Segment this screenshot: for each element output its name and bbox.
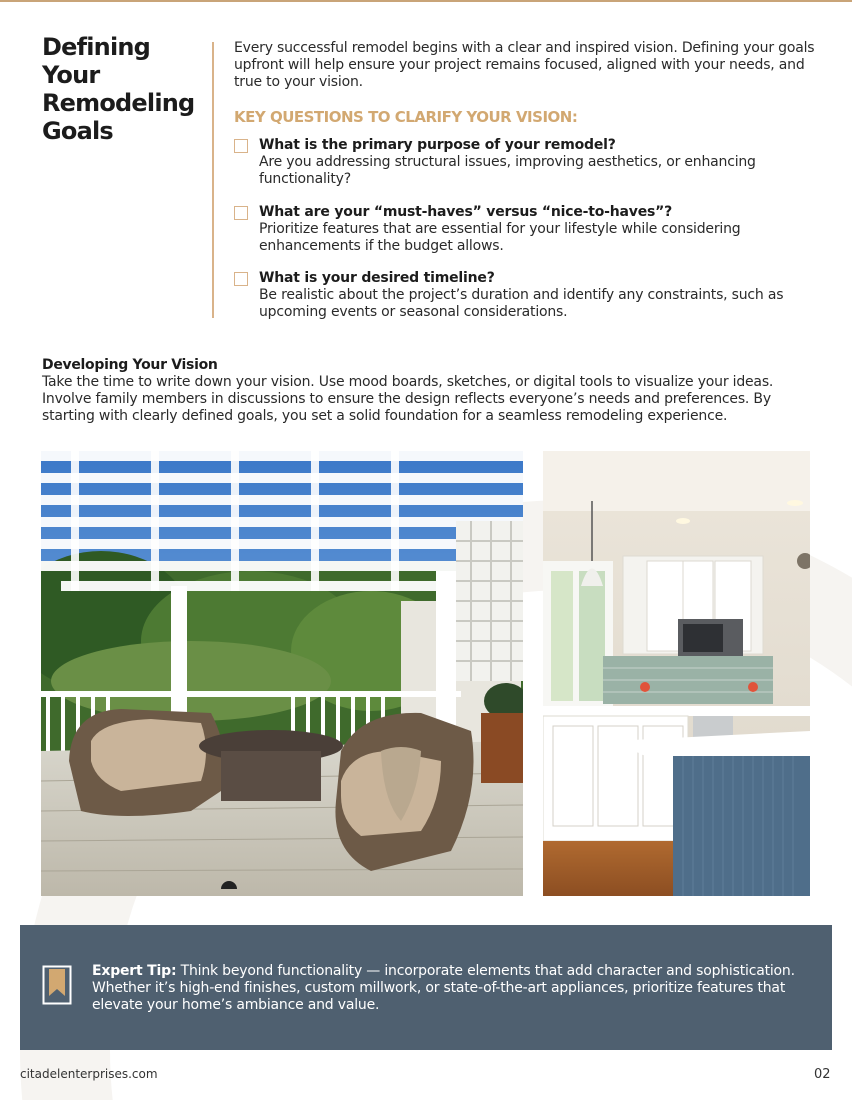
footer-url[interactable]: citadelenterprises.com <box>20 1067 158 1081</box>
page-number: 02 <box>814 1067 831 1082</box>
question-body: Prioritize features that are essential for your lifestyle while considering enhancements if the budget allows. <box>259 221 741 254</box>
expert-tip-body: Think beyond functionality — incorporate elements that add character and sophistication. Whether it’s high-end finishes, custom millwork, or state-of-the-art appliances, prioritize features that elevate your home’s ambiance and value. <box>92 963 795 1013</box>
question-title: What is your desired timeline? <box>259 270 495 286</box>
checkbox-icon[interactable] <box>234 139 248 153</box>
bookmark-icon <box>42 965 72 1005</box>
kitchen-photo <box>543 451 810 896</box>
question-body: Are you addressing structural issues, improving aesthetics, or enhancing functionality? <box>259 154 756 187</box>
page-title: Defining Your Remodeling Goals <box>42 33 195 145</box>
vision-paragraph: Take the time to write down your vision. Use mood boards, sketches, or digital tools to visualize your ideas. Involve family members in discussions to ensure the design reflects everyone’s needs and preferences. By starting with clearly defined goals, you set a solid foundation for a seamless remodeling experience. <box>42 374 774 424</box>
questions-heading: KEY QUESTIONS TO CLARIFY YOUR VISION: <box>234 108 578 126</box>
vision-heading: Developing Your Vision <box>42 357 218 373</box>
patio-photo <box>41 451 523 896</box>
top-accent-rule <box>0 0 852 2</box>
expert-tip-text <box>92 963 802 1014</box>
title-divider <box>212 42 214 318</box>
expert-tip-box <box>20 925 832 1050</box>
question-body: Be realistic about the project’s duration and identify any constraints, such as upcoming events or seasonal considerations. <box>259 287 784 320</box>
checkbox-icon[interactable] <box>234 206 248 220</box>
checkbox-icon[interactable] <box>234 272 248 286</box>
question-title: What are your “must-haves” versus “nice-to-haves”? <box>259 204 673 220</box>
intro-paragraph: Every successful remodel begins with a clear and inspired vision. Defining your goals upfront will help ensure your project remains focused, aligned with your needs, and true to your vision. <box>234 40 815 90</box>
expert-tip-label: Expert Tip: <box>92 963 177 979</box>
question-title: What is the primary purpose of your remodel? <box>259 137 616 153</box>
